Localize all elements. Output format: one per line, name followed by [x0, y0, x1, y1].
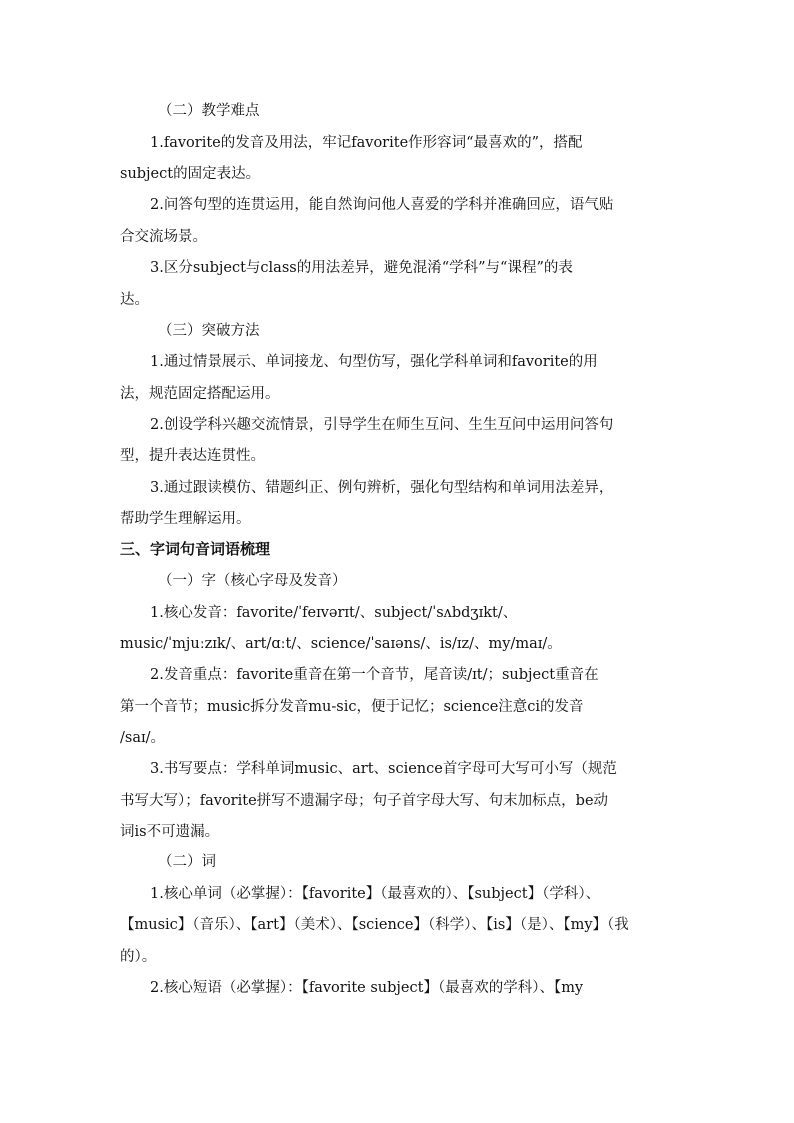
paragraph-line: 【music】（音乐）、【art】（美术）、【science】（科学）、【is】（是）、【my】（我 — [120, 917, 629, 933]
paragraph-line: 合交流场景。 — [120, 229, 207, 245]
paragraph-line: 1.核心发音：favorite/ˈfeɪvərɪt/、subject/ˈsʌbdʒɪkt/、 — [150, 605, 518, 621]
section-heading-words: （二）词 — [158, 854, 216, 870]
paragraph-line: /saɪ/。 — [120, 730, 165, 746]
paragraph-line: 1.通过情景展示、单词接龙、句型仿写，强化学科单词和favorite的用 — [150, 354, 598, 370]
paragraph-line: 第一个音节；music拆分发音mu-sic，便于记忆；science注意ci的发音 — [120, 699, 584, 715]
paragraph-line: 达。 — [120, 292, 149, 308]
paragraph-line: 2.问答句型的连贯运用，能自然询问他人喜爱的学科并准确回应，语气贴 — [150, 197, 614, 213]
paragraph-line: 1.favorite的发音及用法，牢记favorite作形容词“最喜欢的”，搭配 — [150, 135, 583, 151]
paragraph-line: 1.核心单词（必掌握）：【favorite】（最喜欢的）、【subject】（学科）、 — [150, 886, 601, 902]
section-heading-letters: （一）字（核心字母及发音） — [158, 573, 347, 589]
paragraph-line: 3.书写要点：学科单词music、art、science首字母可大写可小写（规范 — [150, 761, 617, 777]
section-heading-teaching-difficulties: （二）教学难点 — [158, 103, 260, 119]
paragraph-line: 2.发音重点：favorite重音在第一个音节，尾音读/ɪt/；subject重音在 — [150, 667, 599, 683]
paragraph-line: music/ˈmjuːzɪk/、art/ɑːt/、science/ˈsaɪəns/、is/ɪz/、my/maɪ/。 — [120, 636, 562, 652]
paragraph-line: 3.通过跟读模仿、错题纠正、例句辨析，强化句型结构和单词用法差异， — [150, 480, 614, 496]
paragraph-line: 帮助学生理解运用。 — [120, 511, 251, 527]
paragraph-line: 2.核心短语（必掌握）：【favorite subject】（最喜欢的学科）、【my — [150, 980, 584, 996]
paragraph-line: 3.区分subject与class的用法差异，避免混淆“学科”与“课程”的表 — [150, 260, 573, 276]
paragraph-line: 法，规范固定搭配运用。 — [120, 386, 280, 402]
paragraph-line: 的）。 — [120, 949, 157, 965]
chapter-heading: 三、字词句音词语梳理 — [120, 540, 271, 558]
paragraph-line: 型，提升表达连贯性。 — [120, 448, 265, 464]
paragraph-line: subject的固定表达。 — [120, 166, 261, 182]
paragraph-line: 书写大写）；favorite拼写不遗漏字母；句子首字母大写、句末加标点，be动 — [120, 793, 609, 809]
section-heading-breakthrough-methods: （三）突破方法 — [158, 323, 260, 339]
paragraph-line: 2.创设学科兴趣交流情景，引导学生在师生互问、生生互问中运用问答句 — [150, 417, 614, 433]
paragraph-line: 词is不可遗漏。 — [120, 824, 220, 840]
